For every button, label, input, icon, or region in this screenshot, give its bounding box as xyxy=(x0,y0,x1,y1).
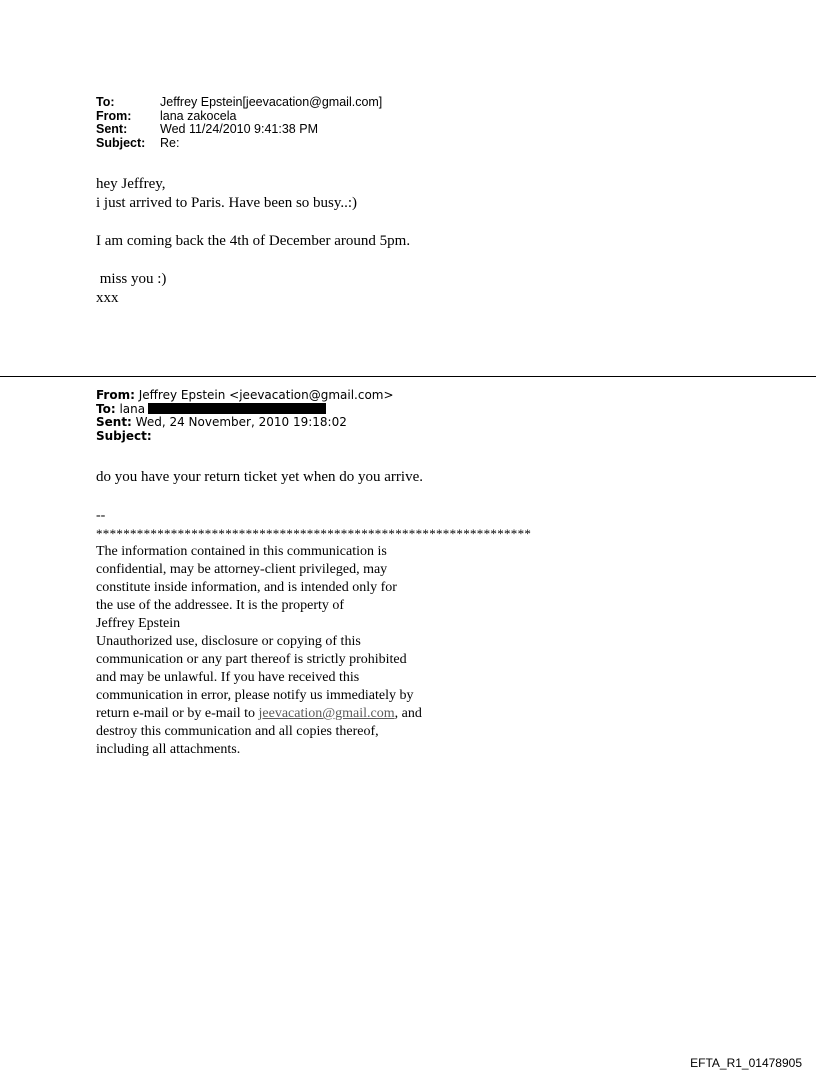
sig-dashes: -- xyxy=(96,508,106,523)
subject-label: Subject: xyxy=(96,135,146,150)
sent-label: Sent: xyxy=(96,415,132,429)
return-prefix: return e-mail or by e-mail to xyxy=(96,706,259,721)
sent-label: Sent: xyxy=(96,122,128,136)
disclaimer-line: confidential, may be attorney-client privileged, may xyxy=(96,562,388,577)
document-id: EFTA_R1_01478905 xyxy=(690,1056,802,1070)
disclaimer-line: communication in error, please notify us immediately by xyxy=(96,688,414,703)
disclaimer-line: Unauthorized use, disclosure or copying of this xyxy=(96,634,361,649)
from-row xyxy=(96,389,394,403)
email1-body xyxy=(96,175,410,308)
subject-label: Subject: xyxy=(96,428,152,443)
disclaimer-line: The information contained in this communication is xyxy=(96,544,387,559)
sent-row xyxy=(96,416,394,430)
sent-row xyxy=(96,123,382,137)
to-label: To: xyxy=(96,401,116,416)
sig-stars: **************************************************************** xyxy=(96,526,532,541)
email-link[interactable]: jeevacation@gmail.com xyxy=(258,706,395,721)
sent-value: Wed, 24 November, 2010 19:18:02 xyxy=(131,415,347,429)
subject-row xyxy=(96,430,394,444)
body-line: i just arrived to Paris. Have been so busy..:) xyxy=(96,195,358,211)
disclaimer-line: and may be unlawful. If you have received this xyxy=(96,670,360,685)
to-value: Jeffrey Epstein[jeevacation@gmail.com] xyxy=(160,95,383,109)
disclaimer-line: communication or any part thereof is strictly prohibited xyxy=(96,652,407,667)
redaction-bar xyxy=(148,403,326,414)
body-line: miss you :) xyxy=(96,271,167,287)
email1-header xyxy=(96,96,382,150)
return-suffix: , and xyxy=(394,706,422,721)
disclaimer-lines xyxy=(96,543,616,705)
disclaimer-line: destroy this communication and all copies thereof, xyxy=(96,724,379,739)
from-label: From: xyxy=(96,388,135,402)
body-line: do you have your return ticket yet when do you arrive. xyxy=(96,469,423,485)
to-row xyxy=(96,96,382,110)
disclaimer-line: including all attachments. xyxy=(96,742,241,757)
to-value: lana xyxy=(115,401,146,416)
email2-body xyxy=(96,468,423,487)
body-line: I am coming back the 4th of December around 5pm. xyxy=(96,233,411,249)
disclaimer-line: constitute inside information, and is intended only for xyxy=(96,580,397,595)
disclaimer-line: Jeffrey Epstein xyxy=(96,616,181,631)
email2-header xyxy=(96,389,394,443)
disclaimer-line-return xyxy=(96,705,616,723)
to-row xyxy=(96,403,394,417)
disclaimer-line: the use of the addressee. It is the property of xyxy=(96,598,345,613)
body-line: xxx xyxy=(96,290,119,306)
from-value: Jeffrey Epstein <jeevacation@gmail.com> xyxy=(134,388,394,402)
body-line: hey Jeffrey, xyxy=(96,176,166,192)
from-label: From: xyxy=(96,108,132,123)
subject-row xyxy=(96,137,382,151)
from-row xyxy=(96,110,382,124)
sent-value: Wed 11/24/2010 9:41:38 PM xyxy=(160,122,318,136)
disclaimer xyxy=(96,507,616,759)
subject-value: Re: xyxy=(160,135,180,150)
from-value: lana zakocela xyxy=(160,108,237,123)
to-label: To: xyxy=(96,95,115,109)
divider xyxy=(0,376,816,377)
